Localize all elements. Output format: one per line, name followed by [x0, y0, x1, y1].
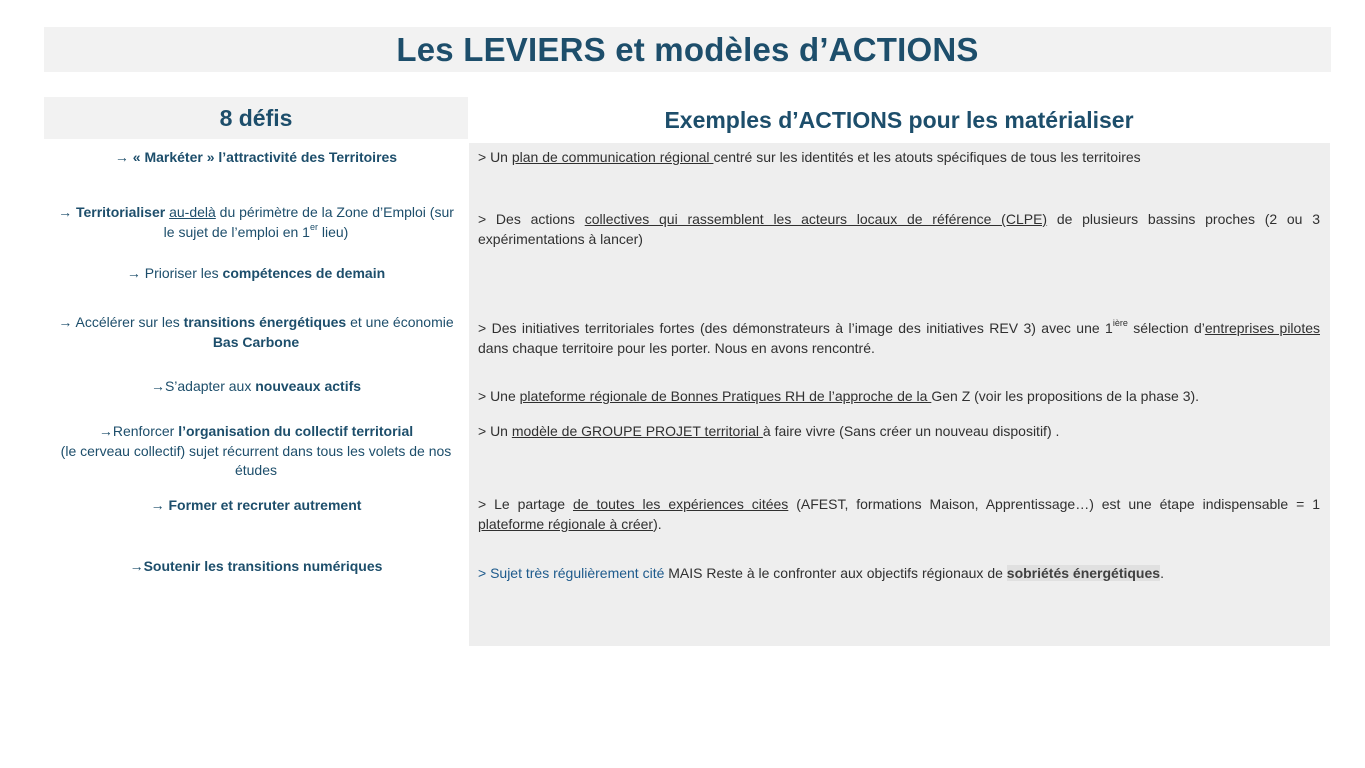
action-2-pre: > Des actions [478, 211, 585, 227]
defi-6 [54, 422, 458, 481]
defi-6-text: →Renforcer [98, 423, 179, 439]
defi-7-arrow: → [150, 497, 169, 513]
defi-8-arrow: → [129, 558, 144, 574]
defi-3-text: → Prioriser les [126, 265, 223, 281]
action-1-post: centré sur les identités et les atouts spécifiques de tous les territoires [713, 149, 1141, 165]
action-4-post: Gen Z (voir les propositions de la phase 3). [931, 388, 1200, 404]
action-3 [478, 319, 1320, 358]
title-bar [44, 27, 1331, 72]
defi-4-bold2: Bas Carbone [212, 333, 300, 350]
defi-8 [54, 557, 458, 577]
action-5 [478, 422, 1320, 442]
action-7-highlight: sobriétés énergétiques [1006, 565, 1161, 581]
action-3-underline: entreprises pilotes [1204, 320, 1320, 336]
defi-1 [54, 148, 458, 168]
actions-header: Exemples d’ACTIONS pour les matérialiser [468, 97, 1330, 143]
action-2-post: de plusieurs bassins proches (2 ou 3 expérimentations à lancer) [478, 211, 1320, 247]
defi-2-end: lieu) [317, 223, 349, 240]
defis-header: 8 défis [44, 97, 468, 139]
defi-4 [54, 313, 458, 352]
defi-5-bold: nouveaux actifs [255, 378, 362, 394]
action-7-post: . [1160, 565, 1164, 581]
action-3-pre: > Des initiatives territoriales fortes (des démonstrateurs à l’image des initiatives REV 3) avec une 1 [478, 320, 1113, 336]
defi-4-bold: transitions énergétiques [183, 314, 347, 330]
action-4-underline: plateforme régionale de Bonnes Pratiques RH de l’approche de la [519, 388, 932, 404]
defi-3 [54, 264, 458, 284]
action-3-sup: ière [1112, 318, 1128, 329]
action-4 [478, 387, 1320, 407]
action-6-mid: (AFEST, formations Maison, Apprentissage…) est une étape indispensable = 1 [788, 496, 1320, 512]
action-3-mid: sélection d’ [1127, 320, 1205, 336]
action-1 [478, 148, 1320, 168]
action-6-post: ). [653, 515, 662, 532]
defi-6-bold: l’organisation du collectif territorial [178, 423, 414, 439]
defi-1-arrow: → [114, 149, 133, 165]
action-6-underline: de toutes les expériences citées [572, 496, 789, 512]
defi-2-arrow: → [58, 204, 76, 220]
defi-2-text: du périmètre de la Zone d’Emploi (sur le sujet de l’emploi en 1 [163, 204, 454, 240]
action-5-post: à faire vivre (Sans créer un nouveau dispositif) . [762, 423, 1060, 439]
defi-2-sup: er [309, 221, 318, 232]
defi-7 [54, 496, 458, 516]
action-3-post: dans chaque territoire pour les porter. Nous en avons rencontré. [478, 339, 875, 356]
defi-2-bold: Territorialiser [75, 204, 166, 220]
action-5-pre: > Un [478, 423, 512, 439]
action-6-pre: > Le partage [478, 496, 573, 512]
action-6 [478, 495, 1320, 534]
action-7-mid: MAIS Reste à le confronter aux objectifs régionaux de [664, 565, 1007, 581]
defi-5 [54, 377, 458, 397]
action-7 [478, 564, 1320, 584]
action-1-pre: > Un [478, 149, 512, 165]
action-2 [478, 210, 1320, 249]
action-4-pre: > Une [478, 388, 520, 404]
defi-4-text: → Accélérer sur les [58, 314, 184, 330]
defi-6-text2: (le cerveau collectif) sujet récurrent dans tous les volets de nos études [60, 442, 452, 478]
defi-1-bold: « Markéter » l’attractivité des Territoires [132, 149, 398, 165]
action-7-pre: > Sujet très régulièrement cité [478, 565, 665, 581]
defi-5-text: →S’adapter aux [150, 378, 256, 394]
page-title: Les LEVIERS et modèles d’ACTIONS [396, 30, 979, 68]
action-1-underline: plan de communication régional [511, 149, 714, 165]
defi-8-bold: Soutenir les transitions numériques [143, 558, 383, 574]
action-6-underline2: plateforme régionale à créer [478, 515, 654, 532]
action-2-underline: collectives qui rassemblent les acteurs locaux de référence (CLPE) [584, 211, 1048, 227]
defi-3-bold: compétences de demain [222, 265, 386, 281]
action-5-underline: modèle de GROUPE PROJET territorial [511, 423, 763, 439]
defi-4-text2: et une économie [346, 314, 454, 330]
defi-2-underline: au-delà [169, 204, 216, 220]
defi-7-bold: Former et recruter autrement [168, 497, 362, 513]
defi-2 [54, 203, 458, 242]
